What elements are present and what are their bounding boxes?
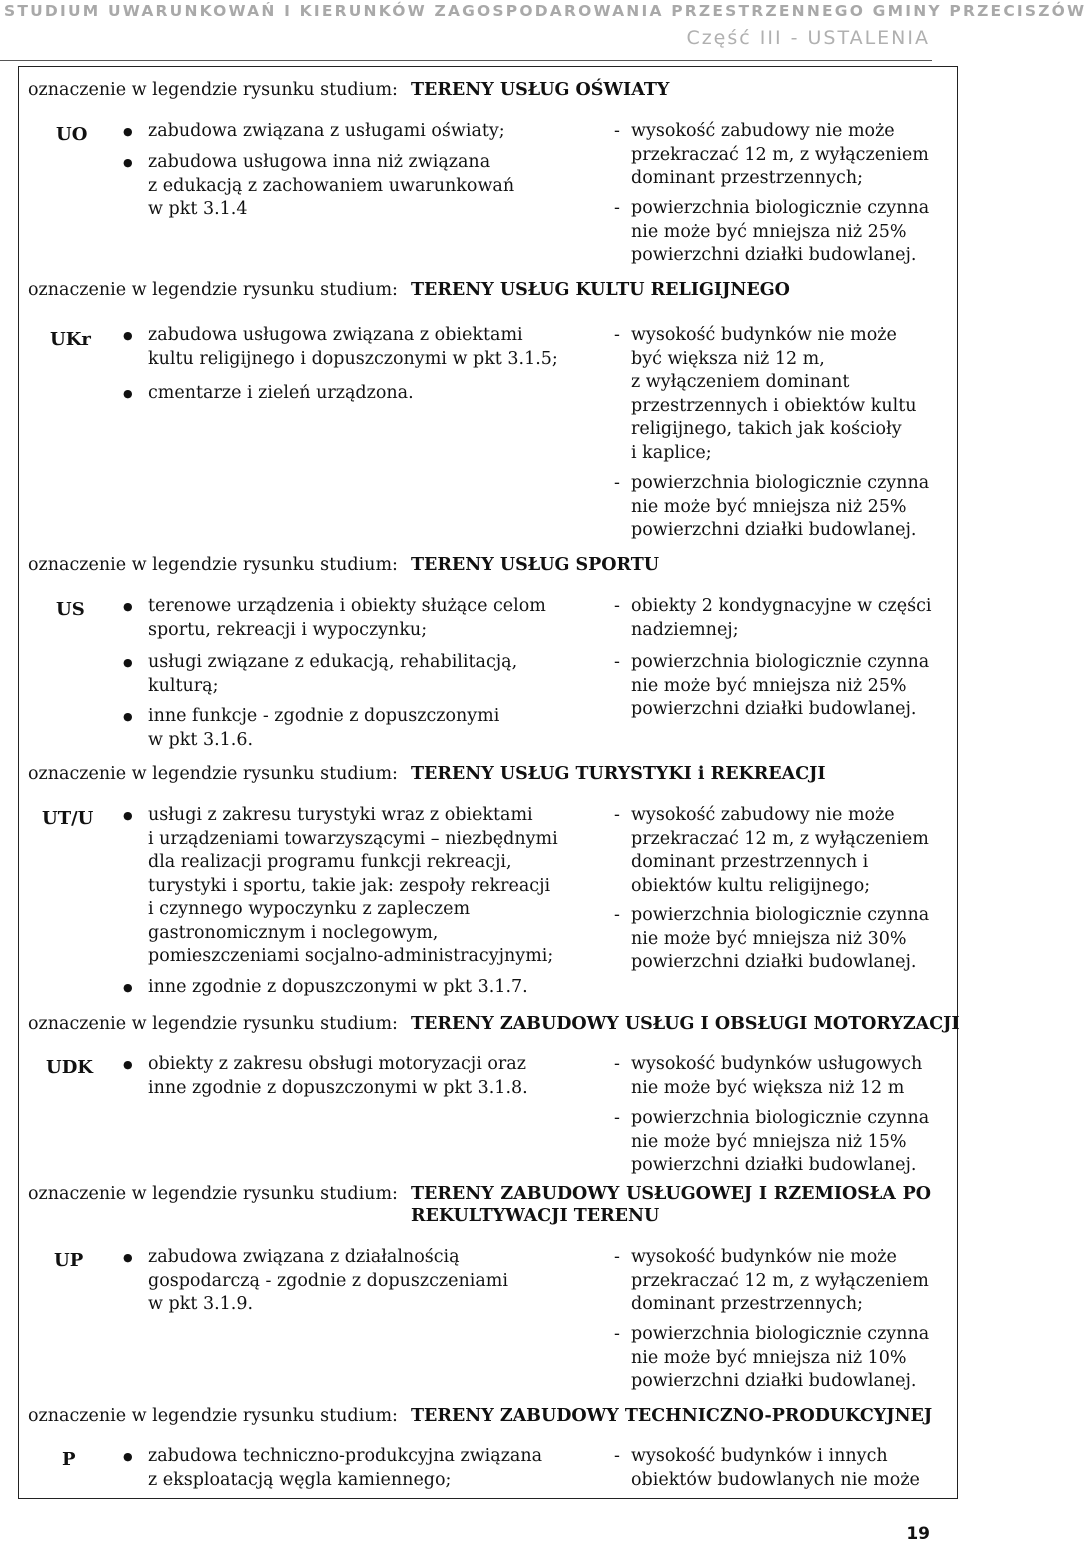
section-title: TERENY USŁUG KULTU RELIGIJNEGO [411, 280, 790, 300]
bullet-item: ● zabudowa związana z usługami oświaty; [148, 120, 505, 144]
rule-item: - wysokość zabudowy nie może przekraczać 12 m, z wyłączeniem dominant przestrzennych i obiektów kultu religijnego; [614, 804, 929, 898]
section-code: US [56, 599, 85, 620]
rule-item: - wysokość budynków nie może przekraczać 12 m, z wyłączeniem dominant przestrzennych; [614, 1246, 929, 1317]
bullet-item: ● obiekty z zakresu obsługi motoryzacji oraz inne zgodnie z dopuszczonymi w pkt 3.1.8. [148, 1053, 528, 1100]
legend-label: oznaczenie w legendzie rysunku studium: [28, 764, 398, 784]
legend-label: oznaczenie w legendzie rysunku studium: [28, 1184, 398, 1204]
section-title: TERENY USŁUG SPORTU [411, 555, 660, 575]
page-number: 19 [906, 1524, 930, 1544]
bullet-item: ● inne zgodnie z dopuszczonymi w pkt 3.1.7. [148, 976, 528, 1000]
rule-item: - wysokość budynków i innych obiektów budowlanych nie może [614, 1445, 920, 1492]
section-title-line: REKULTYWACJI TERENU [411, 1206, 660, 1226]
document-header-subtitle: Część III - USTALENIA [686, 27, 930, 49]
rule-item: - powierzchnia biologicznie czynna nie może być mniejsza niż 15% powierzchni działki budowlanej. [614, 1107, 929, 1178]
bullet-item: ● usługi związane z edukacją, rehabilitacją, kulturą; [148, 651, 517, 698]
legend-label: oznaczenie w legendzie rysunku studium: [28, 1406, 398, 1426]
section-code: UKr [50, 329, 91, 350]
rule-item: - powierzchnia biologicznie czynna nie może być mniejsza niż 25% powierzchni działki budowlanej. [614, 472, 929, 543]
legend-label: oznaczenie w legendzie rysunku studium: [28, 1014, 398, 1034]
bullet-item: ● cmentarze i zieleń urządzona. [148, 382, 414, 406]
rule-item: - wysokość budynków nie może być większa niż 12 m, z wyłączeniem dominant przestrzennych i obiektów kultu religijnego, takich jak kościoły i kaplice; [614, 324, 917, 465]
legend-label: oznaczenie w legendzie rysunku studium: [28, 555, 398, 575]
rule-item: - powierzchnia biologicznie czynna nie może być mniejsza niż 10% powierzchni działki budowlanej. [614, 1323, 929, 1394]
section-title: TERENY ZABUDOWY TECHNICZNO-PRODUKCYJNEJ [411, 1406, 933, 1426]
rule-item: - powierzchnia biologicznie czynna nie może być mniejsza niż 30% powierzchni działki budowlanej. [614, 904, 929, 975]
rule-item: - obiekty 2 kondygnacyjne w części nadziemnej; [614, 595, 931, 642]
bullet-item: ● usługi z zakresu turystyki wraz z obiektami i urządzeniami towarzyszącymi – niezbędnymi dla realizacji programu funkcji rekreacji, turystyki i sportu, takie jak: zespoły rekreacji i czynnego wypoczynku z zapleczem gastronomicznym i noclegowym, pomieszczeniami socjalno-administracyjnymi; [148, 804, 558, 969]
bullet-item: ● zabudowa techniczno-produkcyjna związana z eksploatacją węgla kamiennego; [148, 1445, 542, 1492]
section-code: UT/U [42, 808, 94, 829]
legend-label: oznaczenie w legendzie rysunku studium: [28, 80, 398, 100]
bullet-item: ● terenowe urządzenia i obiekty służące celom sportu, rekreacji i wypoczynku; [148, 595, 546, 642]
bullet-item: ● zabudowa usługowa związana z obiektami kultu religijnego i dopuszczonymi w pkt 3.1.5; [148, 324, 558, 371]
document-header-title: STUDIUM UWARUNKOWAŃ I KIERUNKÓW ZAGOSPODAROWANIA PRZESTRZENNEGO GMINY PRZECISZÓW [4, 2, 1086, 20]
section-title: TERENY USŁUG OŚWIATY [411, 80, 670, 100]
section-code: UO [56, 124, 88, 145]
bullet-item: ● zabudowa związana z działalnością gospodarczą - zgodnie z dopuszczeniami w pkt 3.1.9. [148, 1246, 508, 1317]
rule-item: - powierzchnia biologicznie czynna nie może być mniejsza niż 25% powierzchni działki budowlanej. [614, 197, 929, 268]
section-code: P [62, 1449, 76, 1470]
header-divider [0, 60, 932, 61]
rule-item: - wysokość zabudowy nie może przekraczać 12 m, z wyłączeniem dominant przestrzennych; [614, 120, 929, 191]
section-title: TERENY USŁUG TURYSTYKI i REKREACJI [411, 764, 826, 784]
legend-label: oznaczenie w legendzie rysunku studium: [28, 280, 398, 300]
bullet-item: ● zabudowa usługowa inna niż związana z edukacją z zachowaniem uwarunkowań w pkt 3.1.4 [148, 151, 514, 222]
bullet-item: ● inne funkcje - zgodnie z dopuszczonymi w pkt 3.1.6. [148, 705, 499, 752]
section-code: UDK [46, 1057, 93, 1078]
section-title: TERENY ZABUDOWY USŁUG I OBSŁUGI MOTORYZACJI [411, 1014, 960, 1034]
rule-item: - wysokość budynków usługowych nie może być większa niż 12 m [614, 1053, 922, 1100]
rule-item: - powierzchnia biologicznie czynna nie może być mniejsza niż 25% powierzchni działki budowlanej. [614, 651, 929, 722]
section-title-line: TERENY ZABUDOWY USŁUGOWEJ I RZEMIOSŁA PO [411, 1184, 931, 1204]
section-code: UP [54, 1250, 84, 1271]
